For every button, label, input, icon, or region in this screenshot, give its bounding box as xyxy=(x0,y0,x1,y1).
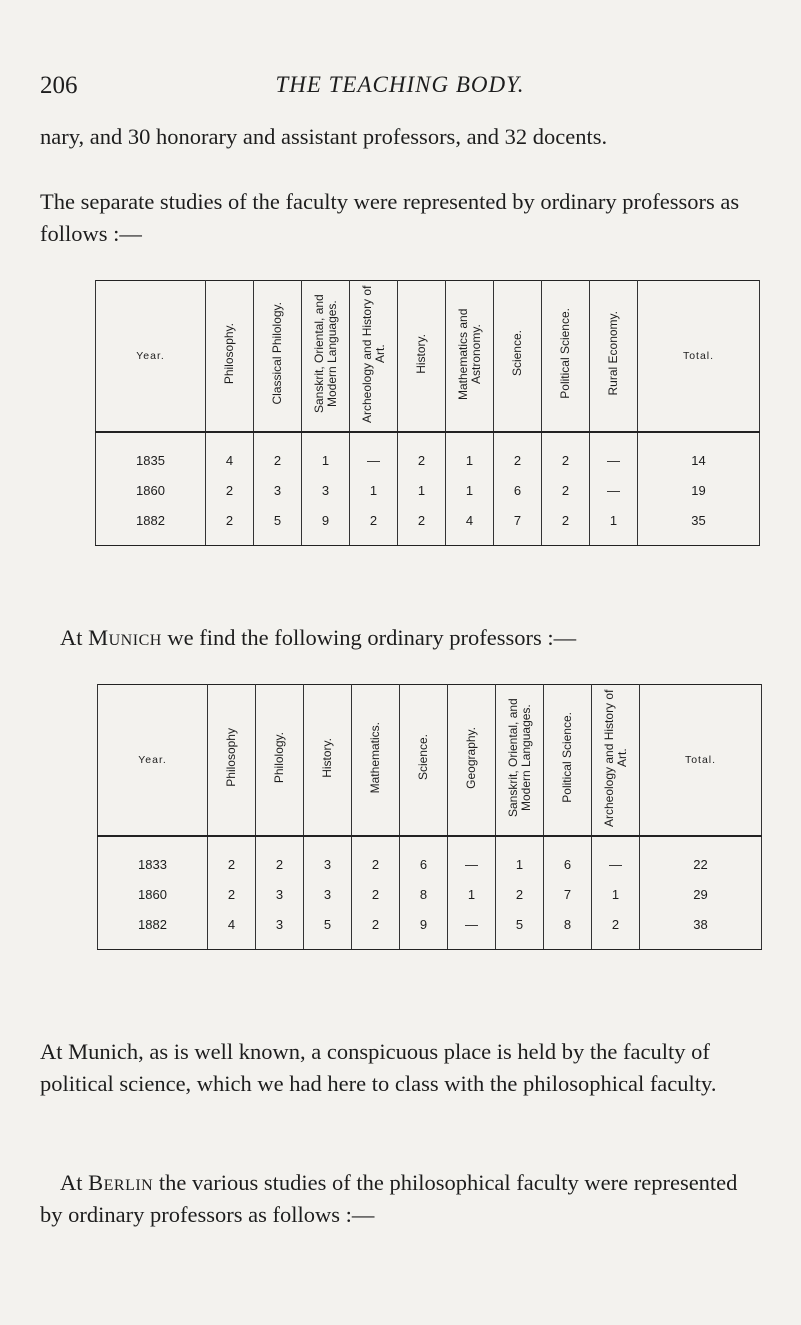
table-cell: 7 xyxy=(494,505,542,546)
table-cell: 1 xyxy=(590,505,638,546)
table-cell: 2 xyxy=(256,836,304,879)
table-cell: 2 xyxy=(352,909,400,950)
total-cell: 14 xyxy=(638,432,760,475)
table-cell: 2 xyxy=(496,879,544,909)
table-cell: 2 xyxy=(542,505,590,546)
table-cell: 2 xyxy=(542,432,590,475)
column-header: Archeology and History of Art. xyxy=(350,281,398,433)
column-header: Mathematics and Astronomy. xyxy=(446,281,494,433)
column-header: Philology. xyxy=(256,685,304,837)
table-cell: — xyxy=(590,432,638,475)
column-header: Rural Economy. xyxy=(590,281,638,433)
year-cell: 1860 xyxy=(96,475,206,505)
table-cell: 3 xyxy=(256,909,304,950)
column-header: History. xyxy=(304,685,352,837)
table-cell: — xyxy=(448,836,496,879)
table-cell: 2 xyxy=(542,475,590,505)
column-header: Philosophy xyxy=(208,685,256,837)
column-header-total: Total. xyxy=(640,685,762,837)
table-cell: 8 xyxy=(400,879,448,909)
table-cell: 2 xyxy=(206,505,254,546)
table-cell: 3 xyxy=(302,475,350,505)
column-header-total: Total. xyxy=(638,281,760,433)
paragraph-continuation: nary, and 30 honorary and assistant professors, and 32 docents. xyxy=(40,124,608,149)
column-header-year: Year. xyxy=(98,685,208,837)
table-cell: 1 xyxy=(496,836,544,879)
year-cell: 1882 xyxy=(98,909,208,950)
table-cell: 2 xyxy=(352,836,400,879)
table-row xyxy=(96,432,760,475)
paragraph-berlin-intro: At Berlin the various studies of the philosophical faculty were represented by ordinary professors as follows :— xyxy=(40,1170,738,1227)
table-cell: — xyxy=(350,432,398,475)
paragraph-intro-table1: The separate studies of the faculty were represented by ordinary professors as follows :— xyxy=(40,189,740,246)
table-cell: — xyxy=(590,475,638,505)
table-header-row xyxy=(98,685,762,837)
column-header: Archeology and History of Art. xyxy=(592,685,640,837)
table-row xyxy=(96,505,760,546)
table-row xyxy=(98,879,762,909)
table-row xyxy=(98,909,762,950)
column-header: Sanskrit, Oriental, and Modern Languages. xyxy=(302,281,350,433)
column-header: Mathematics. xyxy=(352,685,400,837)
table-cell: 5 xyxy=(304,909,352,950)
year-cell: 1882 xyxy=(96,505,206,546)
table-cell: 9 xyxy=(400,909,448,950)
column-header: Science. xyxy=(400,685,448,837)
page-number: 206 xyxy=(40,72,78,99)
table-cell: 2 xyxy=(592,909,640,950)
table-cell: 3 xyxy=(254,475,302,505)
table-cell: 1 xyxy=(302,432,350,475)
total-cell: 22 xyxy=(640,836,762,879)
table-cell: 6 xyxy=(544,836,592,879)
table-cell: 2 xyxy=(208,836,256,879)
column-header: Political Science. xyxy=(542,281,590,433)
table-cell: 2 xyxy=(206,475,254,505)
table-cell: 5 xyxy=(254,505,302,546)
table-cell: 6 xyxy=(494,475,542,505)
table-cell: — xyxy=(448,909,496,950)
paragraph-munich-intro: At Munich we find the following ordinary professors :— xyxy=(60,625,577,650)
table-cell: 1 xyxy=(446,475,494,505)
table-cell: 9 xyxy=(302,505,350,546)
table-cell: 3 xyxy=(304,879,352,909)
table-row xyxy=(98,836,762,879)
table-cell: 2 xyxy=(398,505,446,546)
paragraph-munich-political-science: At Munich, as is well known, a conspicuous place is held by the faculty of political science, which we had here to class with the philosophical faculty. xyxy=(40,1039,717,1096)
table-header-row xyxy=(96,281,760,433)
table-row xyxy=(96,475,760,505)
table-cell: 4 xyxy=(206,432,254,475)
table-cell: — xyxy=(592,836,640,879)
column-header-year: Year. xyxy=(96,281,206,433)
total-cell: 38 xyxy=(640,909,762,950)
running-title: THE TEACHING BODY. xyxy=(275,72,525,97)
table-cell: 1 xyxy=(350,475,398,505)
column-header: Classical Philology. xyxy=(254,281,302,433)
column-header: Geography. xyxy=(448,685,496,837)
table-cell: 6 xyxy=(400,836,448,879)
city-name: Munich xyxy=(88,625,162,650)
table-cell: 2 xyxy=(350,505,398,546)
year-cell: 1860 xyxy=(98,879,208,909)
table-cell: 1 xyxy=(446,432,494,475)
table-cell: 7 xyxy=(544,879,592,909)
year-cell: 1833 xyxy=(98,836,208,879)
total-cell: 29 xyxy=(640,879,762,909)
column-header: Sanskrit, Oriental, and Modern Languages. xyxy=(496,685,544,837)
table-faculty-studies xyxy=(95,280,760,546)
total-cell: 19 xyxy=(638,475,760,505)
total-cell: 35 xyxy=(638,505,760,546)
city-name: Berlin xyxy=(88,1170,154,1195)
table-cell: 2 xyxy=(352,879,400,909)
table-cell: 1 xyxy=(592,879,640,909)
table-cell: 5 xyxy=(496,909,544,950)
column-header: Political Science. xyxy=(544,685,592,837)
table-cell: 8 xyxy=(544,909,592,950)
column-header: Science. xyxy=(494,281,542,433)
table-cell: 3 xyxy=(304,836,352,879)
table-cell: 3 xyxy=(256,879,304,909)
table-cell: 2 xyxy=(494,432,542,475)
table-cell: 1 xyxy=(398,475,446,505)
column-header: Philosophy. xyxy=(206,281,254,433)
table-cell: 2 xyxy=(254,432,302,475)
table-munich-professors xyxy=(97,684,762,950)
table-cell: 4 xyxy=(208,909,256,950)
year-cell: 1835 xyxy=(96,432,206,475)
table-cell: 2 xyxy=(398,432,446,475)
table-cell: 4 xyxy=(446,505,494,546)
column-header: History. xyxy=(398,281,446,433)
page-header xyxy=(40,72,760,106)
table-cell: 1 xyxy=(448,879,496,909)
table-cell: 2 xyxy=(208,879,256,909)
